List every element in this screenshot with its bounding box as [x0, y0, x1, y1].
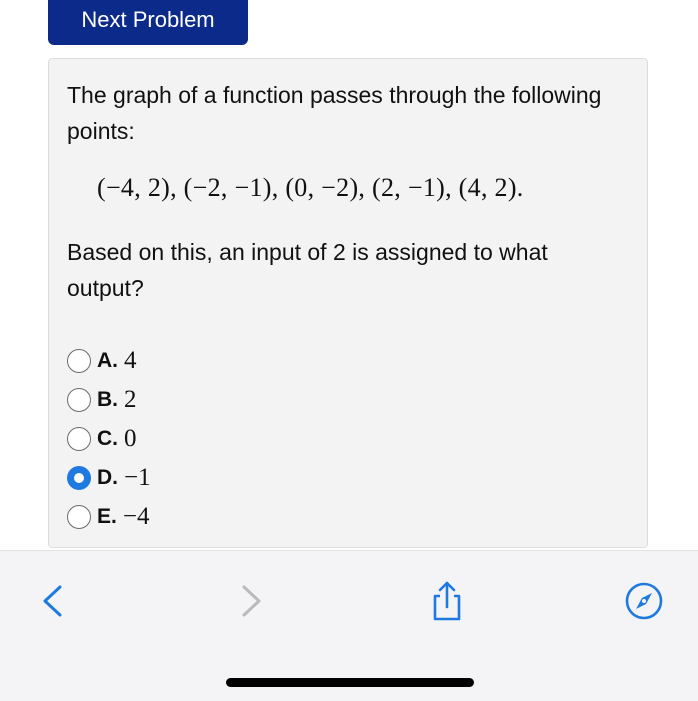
- radio-a[interactable]: [67, 349, 91, 373]
- option-c-value: 0: [124, 424, 137, 452]
- option-b[interactable]: [67, 380, 151, 419]
- option-c-letter: C.: [97, 426, 118, 450]
- next-problem-button[interactable]: Next Problem: [48, 0, 248, 45]
- option-a[interactable]: [67, 341, 151, 380]
- radio-c[interactable]: [67, 427, 91, 451]
- option-c[interactable]: [67, 419, 151, 458]
- radio-b[interactable]: [67, 388, 91, 412]
- home-indicator: [226, 678, 474, 687]
- back-icon: [30, 579, 74, 623]
- option-b-value: 2: [124, 385, 137, 413]
- points-list: (−4, 2), (−2, −1), (0, −2), (2, −1), (4, 2).: [97, 173, 524, 202]
- question-card: [48, 58, 648, 548]
- option-d-value: −1: [124, 463, 151, 491]
- back-button[interactable]: [30, 579, 74, 623]
- option-e[interactable]: [67, 497, 151, 536]
- option-e-value: −4: [122, 502, 150, 530]
- browser-toolbar: [0, 550, 698, 701]
- safari-button[interactable]: [622, 579, 666, 623]
- compass-icon: [622, 579, 666, 623]
- radio-d[interactable]: [67, 466, 91, 490]
- option-b-letter: B.: [97, 387, 118, 411]
- share-button[interactable]: [425, 579, 469, 623]
- answer-options: [67, 341, 151, 536]
- option-a-letter: A.: [97, 348, 118, 372]
- option-d-letter: D.: [97, 465, 118, 489]
- question-prompt: Based on this, an input of 2 is assigned to what output?: [67, 239, 548, 301]
- forward-button[interactable]: [230, 579, 274, 623]
- forward-icon: [230, 579, 274, 623]
- question-intro: The graph of a function passes through the following points:: [67, 82, 602, 144]
- option-e-letter: E.: [97, 504, 117, 528]
- option-d[interactable]: [67, 458, 151, 497]
- option-a-value: 4: [124, 346, 137, 374]
- radio-e[interactable]: [67, 505, 91, 529]
- share-icon: [425, 579, 469, 623]
